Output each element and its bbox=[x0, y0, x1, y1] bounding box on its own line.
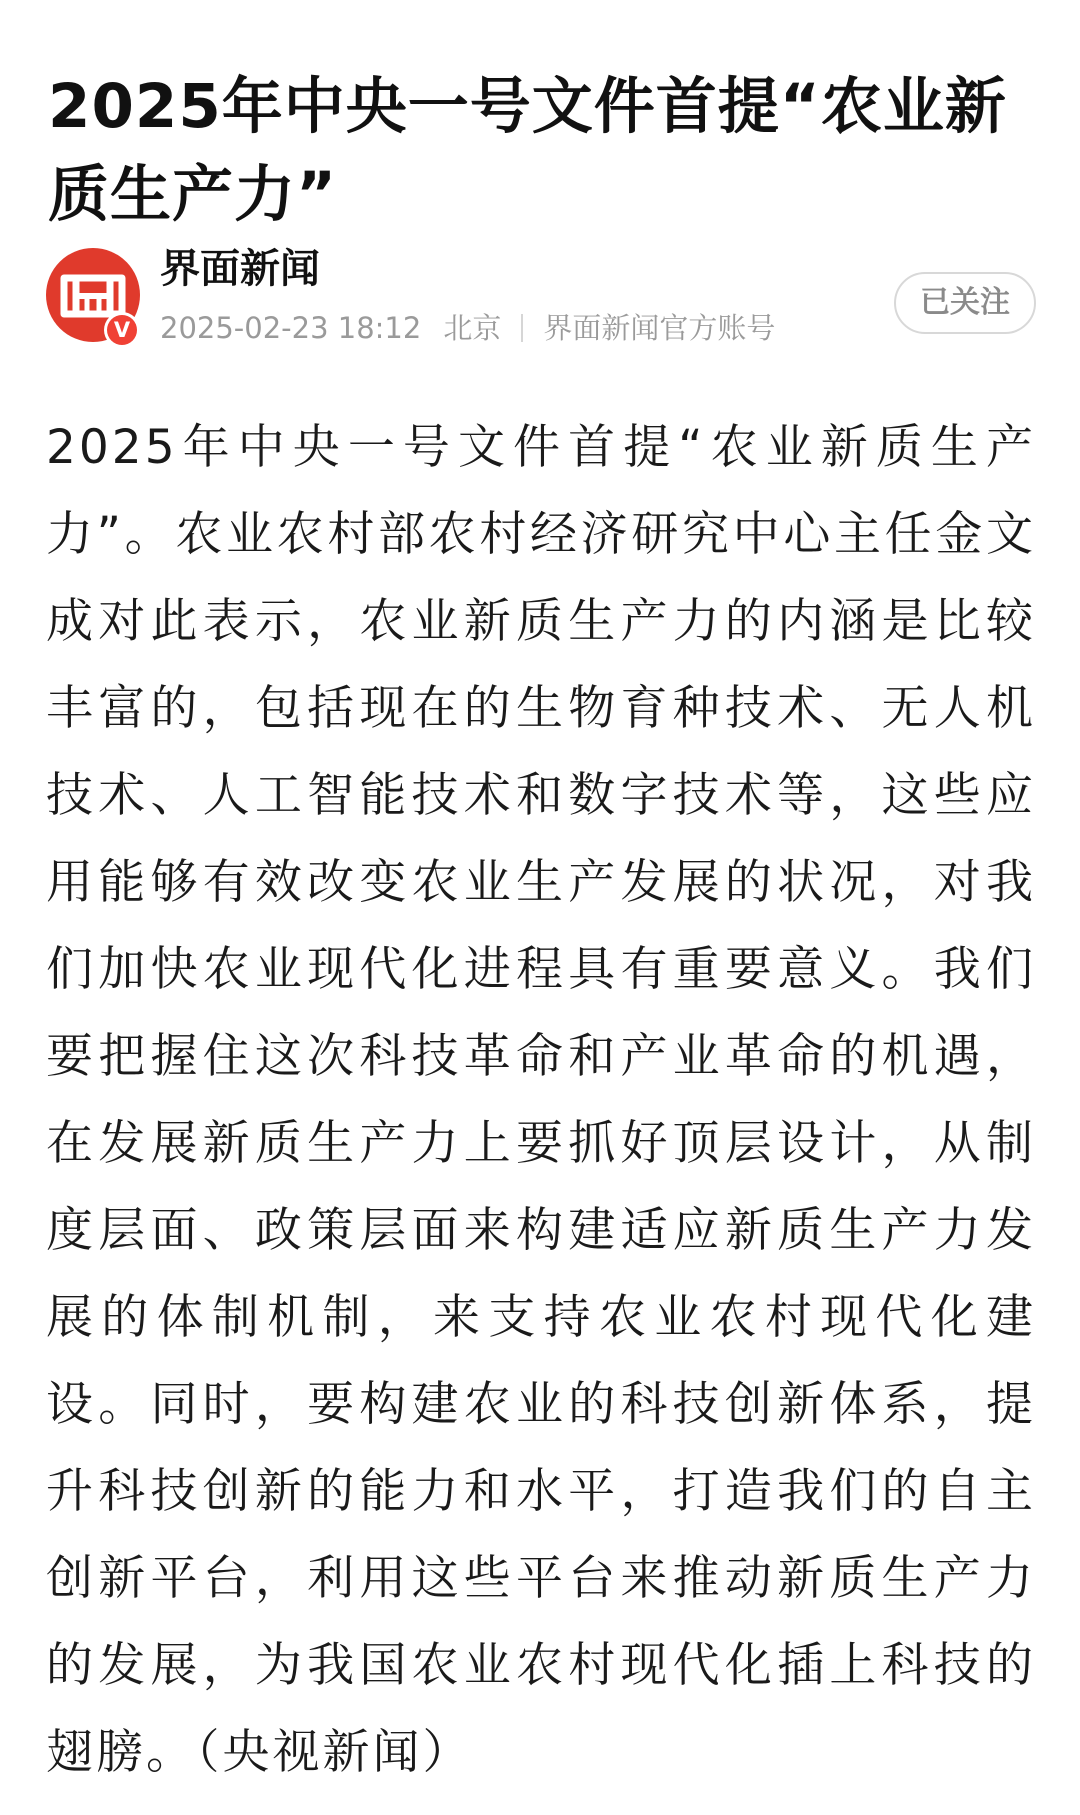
author-row bbox=[46, 248, 1036, 348]
publish-location: 北京 bbox=[443, 311, 502, 345]
verified-badge-icon bbox=[104, 312, 140, 348]
article-body: 2025年中央一号文件首提“农业新质生产力”。农业农村部农村经济研究中心主任金文成对此表示，农业新质生产力的内涵是比较丰富的，包括现在的生物育种技术、无人机技术、人工智能技术和数字技术等，这些应用能够有效改变农业生产发展的状况，对我们加快农业现代化进程具有重要意义。我们要把握住这次科技革命和产业革命的机遇，在发展新质生产力上要抓好顶层设计，从制度层面、政策层面来构建适应新质生产力发展的体制机制，来支持农业农村现代化建设。同时，要构建农业的科技创新体系，提升科技创新的能力和水平，打造我们的自主创新平台，利用这些平台来推动新质生产力的发展，为我国农业农村现代化插上科技的翅膀。（央视新闻） bbox=[46, 420, 1036, 1780]
publish-time: 2025-02-23 18:12 bbox=[160, 311, 422, 345]
verified-badge-label: V bbox=[107, 315, 137, 345]
account-type: 界面新闻官方账号 bbox=[543, 311, 776, 345]
author-meta bbox=[160, 306, 775, 348]
article-title: 2025年中央一号文件首提“农业新质生产力” bbox=[48, 70, 1007, 230]
author-name[interactable]: 界面新闻 bbox=[160, 246, 320, 292]
follow-button[interactable]: 已关注 bbox=[894, 272, 1036, 334]
meta-divider bbox=[521, 314, 523, 342]
author-avatar[interactable] bbox=[46, 248, 140, 342]
